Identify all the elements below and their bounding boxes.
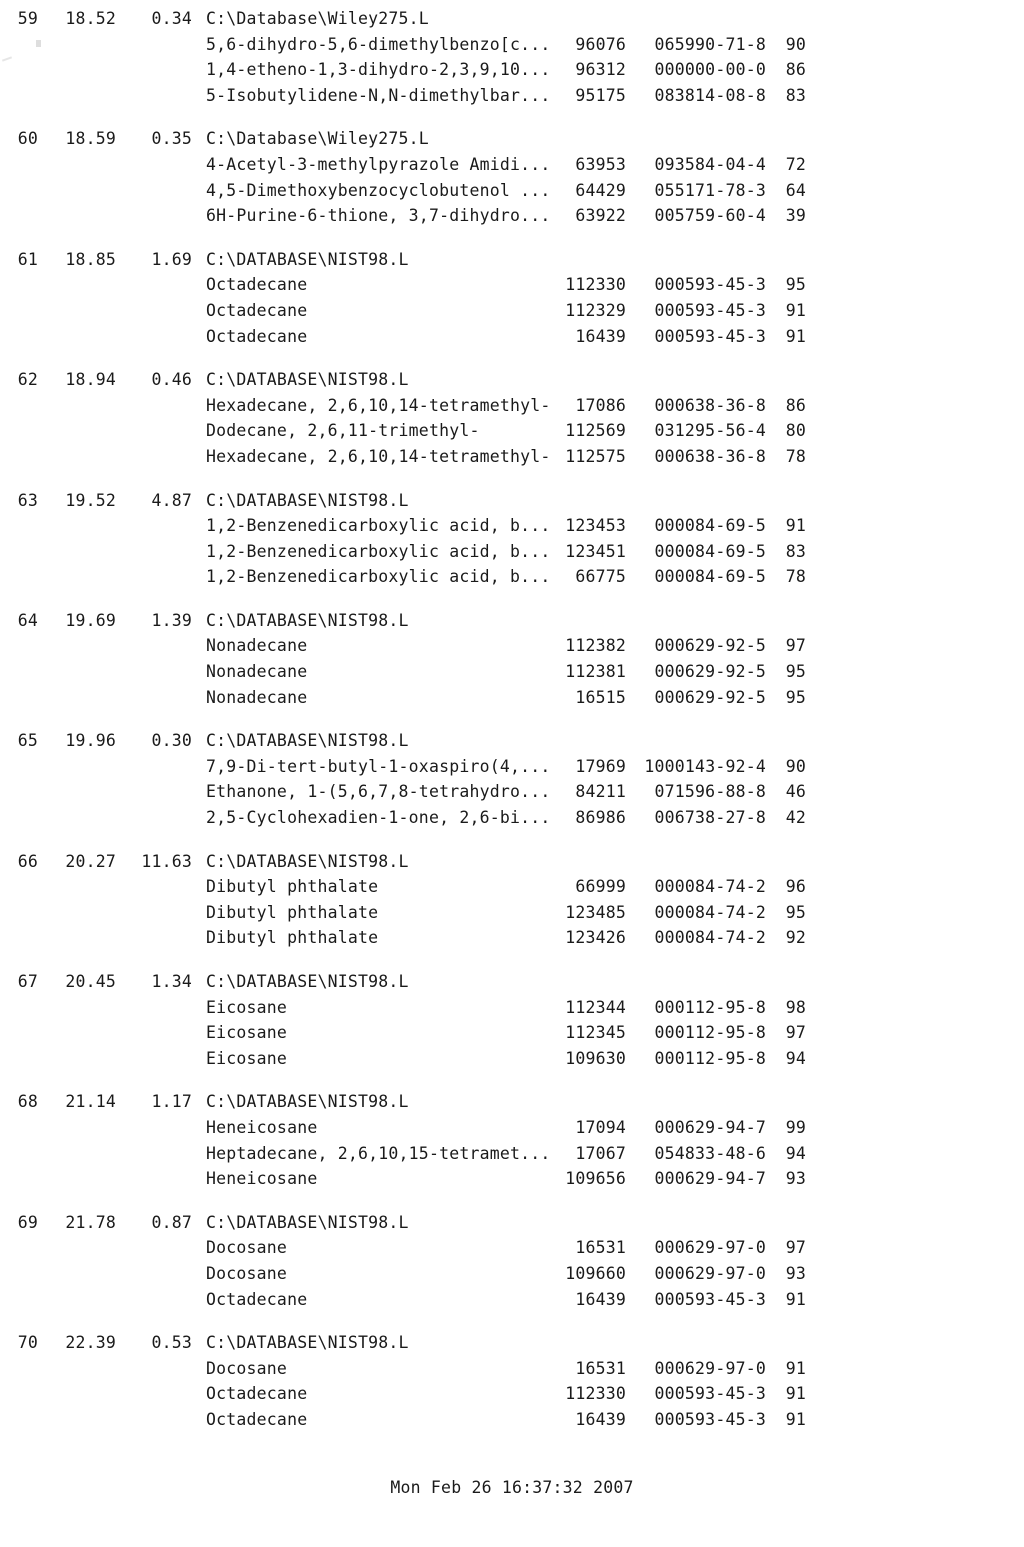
compound-name: 1,4-etheno-1,3-dihydro-2,3,9,10...	[206, 60, 551, 80]
library-ref-number: 17086	[575, 395, 626, 415]
compound-name: Dibutyl phthalate	[206, 928, 379, 948]
library-hit-row	[0, 1287, 1024, 1313]
peak-block	[0, 1210, 1024, 1312]
cas-number: 083814-08-8	[654, 85, 766, 105]
library-ref-number: 112330	[565, 1384, 626, 1404]
peak-block	[0, 1330, 1024, 1432]
area-percent: 0.53	[151, 1333, 192, 1353]
library-hit-row	[0, 324, 1024, 350]
peak-block	[0, 488, 1024, 590]
peak-header-row	[0, 1330, 1024, 1356]
compound-name: Dibutyl phthalate	[206, 902, 379, 922]
cas-number: 000638-36-8	[654, 446, 766, 466]
library-ref-number: 112329	[565, 300, 626, 320]
library-hit-row	[0, 900, 1024, 926]
peak-number: 63	[17, 490, 38, 510]
retention-time: 18.59	[65, 129, 116, 149]
library-hit-row	[0, 1020, 1024, 1046]
cas-number: 000084-74-2	[654, 877, 766, 897]
match-quality: 94	[785, 1048, 806, 1068]
library-ref-number: 112569	[565, 421, 626, 441]
library-ref-number: 86986	[575, 808, 626, 828]
cas-number: 000084-69-5	[654, 516, 766, 536]
library-path: C:\DATABASE\NIST98.L	[206, 249, 409, 269]
compound-name: Octadecane	[206, 1384, 308, 1404]
peak-block	[0, 1089, 1024, 1191]
peak-header-row	[0, 969, 1024, 995]
compound-name: 1,2-Benzenedicarboxylic acid, b...	[206, 567, 551, 587]
retention-time: 21.14	[65, 1092, 116, 1112]
library-ref-number: 123485	[565, 902, 626, 922]
library-hit-row	[0, 57, 1024, 83]
peak-header-row	[0, 247, 1024, 273]
compound-name: Heptadecane, 2,6,10,15-tetramet...	[206, 1143, 551, 1163]
library-path: C:\DATABASE\NIST98.L	[206, 610, 409, 630]
library-ref-number: 64429	[575, 180, 626, 200]
match-quality: 99	[785, 1117, 806, 1137]
library-hit-row	[0, 539, 1024, 565]
library-hit-row	[0, 444, 1024, 470]
library-ref-number: 17067	[575, 1143, 626, 1163]
cas-number: 000593-45-3	[654, 275, 766, 295]
library-ref-number: 112382	[565, 636, 626, 656]
library-ref-number: 96076	[575, 34, 626, 54]
cas-number: 000112-95-8	[654, 1048, 766, 1068]
compound-name: 1,2-Benzenedicarboxylic acid, b...	[206, 516, 551, 536]
match-quality: 98	[785, 997, 806, 1017]
retention-time: 18.85	[65, 249, 116, 269]
peak-number: 64	[17, 610, 38, 630]
retention-time: 18.52	[65, 9, 116, 28]
library-hit-row	[0, 685, 1024, 711]
library-hit-row	[0, 1235, 1024, 1261]
match-quality: 95	[785, 902, 806, 922]
area-percent: 0.87	[151, 1212, 192, 1232]
library-ref-number: 112345	[565, 1023, 626, 1043]
library-hit-row	[0, 995, 1024, 1021]
peak-block	[0, 728, 1024, 830]
cas-number: 000593-45-3	[654, 326, 766, 346]
compound-name: Hexadecane, 2,6,10,14-tetramethyl-	[206, 446, 551, 466]
library-path: C:\DATABASE\NIST98.L	[206, 851, 409, 871]
library-ref-number: 66999	[575, 877, 626, 897]
area-percent: 0.35	[151, 129, 192, 149]
cas-number: 005759-60-4	[654, 206, 766, 226]
match-quality: 91	[785, 1289, 806, 1309]
cas-number: 000593-45-3	[654, 1289, 766, 1309]
library-hit-row	[0, 1261, 1024, 1287]
library-path: C:\Database\Wiley275.L	[206, 9, 429, 28]
peak-number: 68	[17, 1092, 38, 1112]
peak-block	[0, 247, 1024, 349]
compound-name: Nonadecane	[206, 636, 308, 656]
library-ref-number: 16439	[575, 326, 626, 346]
library-ref-number: 123426	[565, 928, 626, 948]
retention-time: 20.27	[65, 851, 116, 871]
area-percent: 0.34	[151, 9, 192, 28]
compound-name: Eicosane	[206, 997, 288, 1017]
library-hit-row	[0, 152, 1024, 178]
match-quality: 72	[785, 154, 806, 174]
match-quality: 78	[785, 446, 806, 466]
retention-time: 19.52	[65, 490, 116, 510]
compound-name: Eicosane	[206, 1023, 288, 1043]
match-quality: 91	[785, 516, 806, 536]
library-ref-number: 95175	[575, 85, 626, 105]
compound-name: Hexadecane, 2,6,10,14-tetramethyl-	[206, 395, 551, 415]
cas-number: 000629-92-5	[654, 662, 766, 682]
peak-header-row	[0, 6, 1024, 32]
peak-number: 60	[17, 129, 38, 149]
library-hit-row	[0, 513, 1024, 539]
match-quality: 46	[785, 782, 806, 802]
area-percent: 1.34	[151, 972, 192, 991]
library-hit-row	[0, 564, 1024, 590]
cas-number: 000084-74-2	[654, 928, 766, 948]
library-ref-number: 16439	[575, 1409, 626, 1429]
peak-number: 61	[17, 249, 38, 269]
library-ref-number: 17969	[575, 756, 626, 776]
cas-number: 054833-48-6	[654, 1143, 766, 1163]
peak-block	[0, 367, 1024, 469]
cas-number: 000084-69-5	[654, 541, 766, 561]
library-hit-row	[0, 203, 1024, 229]
library-ref-number: 112344	[565, 997, 626, 1017]
match-quality: 95	[785, 275, 806, 295]
report-timestamp: Mon Feb 26 16:37:32 2007	[390, 1478, 634, 1497]
cas-number: 071596-88-8	[654, 782, 766, 802]
area-percent: 11.63	[141, 851, 192, 871]
cas-number: 000638-36-8	[654, 395, 766, 415]
compound-name: Octadecane	[206, 1409, 308, 1429]
match-quality: 64	[785, 180, 806, 200]
library-ref-number: 123453	[565, 516, 626, 536]
area-percent: 0.46	[151, 370, 192, 390]
library-ref-number: 16531	[575, 1358, 626, 1378]
match-quality: 91	[785, 1409, 806, 1429]
library-ref-number: 16531	[575, 1238, 626, 1258]
library-hit-row	[0, 1046, 1024, 1072]
library-ref-number: 63922	[575, 206, 626, 226]
cas-number: 000084-69-5	[654, 567, 766, 587]
library-hit-row	[0, 83, 1024, 109]
library-path: C:\DATABASE\NIST98.L	[206, 490, 409, 510]
area-percent: 4.87	[151, 490, 192, 510]
library-path: C:\Database\Wiley275.L	[206, 129, 429, 149]
match-quality: 86	[785, 395, 806, 415]
match-quality: 91	[785, 300, 806, 320]
peak-block	[0, 6, 1024, 108]
area-percent: 1.39	[151, 610, 192, 630]
library-ref-number: 112575	[565, 446, 626, 466]
library-ref-number: 66775	[575, 567, 626, 587]
cas-number: 000112-95-8	[654, 1023, 766, 1043]
peak-number: 70	[17, 1333, 38, 1353]
match-quality: 94	[785, 1143, 806, 1163]
library-hit-row	[0, 1166, 1024, 1192]
compound-name: Dodecane, 2,6,11-trimethyl-	[206, 421, 480, 441]
library-path: C:\DATABASE\NIST98.L	[206, 731, 409, 751]
compound-name: Eicosane	[206, 1048, 288, 1068]
peak-header-row	[0, 367, 1024, 393]
compound-name: Nonadecane	[206, 662, 308, 682]
area-percent: 1.69	[151, 249, 192, 269]
compound-name: Docosane	[206, 1263, 288, 1283]
peak-header-row	[0, 488, 1024, 514]
library-ref-number: 123451	[565, 541, 626, 561]
retention-time: 19.96	[65, 731, 116, 751]
cas-number: 000112-95-8	[654, 997, 766, 1017]
match-quality: 83	[785, 85, 806, 105]
peak-block	[0, 126, 1024, 228]
peak-header-row	[0, 1089, 1024, 1115]
compound-name: Heneicosane	[206, 1169, 318, 1189]
peak-header-row	[0, 728, 1024, 754]
retention-time: 18.94	[65, 370, 116, 390]
match-quality: 91	[785, 326, 806, 346]
library-hit-row	[0, 298, 1024, 324]
library-ref-number: 16515	[575, 687, 626, 707]
peak-block	[0, 849, 1024, 951]
library-ref-number: 112330	[565, 275, 626, 295]
library-hit-row	[0, 1381, 1024, 1407]
compound-name: Octadecane	[206, 275, 308, 295]
match-quality: 78	[785, 567, 806, 587]
library-ref-number: 16439	[575, 1289, 626, 1309]
match-quality: 95	[785, 687, 806, 707]
match-quality: 97	[785, 1238, 806, 1258]
retention-time: 20.45	[65, 972, 116, 991]
compound-name: Octadecane	[206, 326, 308, 346]
cas-number: 000629-97-0	[654, 1358, 766, 1378]
library-ref-number: 96312	[575, 60, 626, 80]
peak-number: 69	[17, 1212, 38, 1232]
peak-header-row	[0, 126, 1024, 152]
library-hit-row	[0, 1407, 1024, 1433]
compound-name: Docosane	[206, 1358, 288, 1378]
cas-number: 093584-04-4	[654, 154, 766, 174]
peak-header-row	[0, 849, 1024, 875]
compound-name: 6H-Purine-6-thione, 3,7-dihydro...	[206, 206, 551, 226]
cas-number: 000629-97-0	[654, 1238, 766, 1258]
cas-number: 000629-92-5	[654, 687, 766, 707]
library-ref-number: 63953	[575, 154, 626, 174]
peak-number: 62	[17, 370, 38, 390]
cas-number: 000629-92-5	[654, 636, 766, 656]
library-ref-number: 17094	[575, 1117, 626, 1137]
retention-time: 21.78	[65, 1212, 116, 1232]
library-hit-row	[0, 178, 1024, 204]
library-path: C:\DATABASE\NIST98.L	[206, 972, 409, 991]
match-quality: 83	[785, 541, 806, 561]
compound-name: Heneicosane	[206, 1117, 318, 1137]
cas-number: 000593-45-3	[654, 300, 766, 320]
retention-time: 22.39	[65, 1333, 116, 1353]
cas-number: 000084-74-2	[654, 902, 766, 922]
compound-name: Octadecane	[206, 1289, 308, 1309]
library-hit-row	[0, 874, 1024, 900]
compound-name: Docosane	[206, 1238, 288, 1258]
match-quality: 80	[785, 421, 806, 441]
compound-name: 1,2-Benzenedicarboxylic acid, b...	[206, 541, 551, 561]
cas-number: 000000-00-0	[654, 60, 766, 80]
peak-block	[0, 608, 1024, 710]
cas-number: 000593-45-3	[654, 1409, 766, 1429]
cas-number: 065990-71-8	[654, 34, 766, 54]
library-ref-number: 109630	[565, 1048, 626, 1068]
library-path: C:\DATABASE\NIST98.L	[206, 1333, 409, 1353]
match-quality: 90	[785, 34, 806, 54]
cas-number: 055171-78-3	[654, 180, 766, 200]
compound-name: Dibutyl phthalate	[206, 877, 379, 897]
match-quality: 86	[785, 60, 806, 80]
library-ref-number: 109660	[565, 1263, 626, 1283]
match-quality: 95	[785, 662, 806, 682]
cas-number: 031295-56-4	[654, 421, 766, 441]
match-quality: 97	[785, 636, 806, 656]
library-hit-row	[0, 805, 1024, 831]
retention-time: 19.69	[65, 610, 116, 630]
match-quality: 39	[785, 206, 806, 226]
peak-block	[0, 969, 1024, 1071]
match-quality: 42	[785, 808, 806, 828]
match-quality: 91	[785, 1384, 806, 1404]
library-hit-row	[0, 779, 1024, 805]
peak-number: 59	[17, 9, 38, 28]
library-hit-row	[0, 1115, 1024, 1141]
cas-number: 000593-45-3	[654, 1384, 766, 1404]
compound-name: Ethanone, 1-(5,6,7,8-tetrahydro...	[206, 782, 551, 802]
area-percent: 1.17	[151, 1092, 192, 1112]
peak-header-row	[0, 608, 1024, 634]
library-hit-row	[0, 925, 1024, 951]
library-hit-row	[0, 754, 1024, 780]
library-hit-row	[0, 272, 1024, 298]
match-quality: 91	[785, 1358, 806, 1378]
match-quality: 96	[785, 877, 806, 897]
library-hit-row	[0, 633, 1024, 659]
library-path: C:\DATABASE\NIST98.L	[206, 1092, 409, 1112]
match-quality: 93	[785, 1263, 806, 1283]
library-hit-row	[0, 418, 1024, 444]
cas-number: 1000143-92-4	[644, 756, 766, 776]
library-ref-number: 112381	[565, 662, 626, 682]
area-percent: 0.30	[151, 731, 192, 751]
library-hit-row	[0, 32, 1024, 58]
compound-name: 5,6-dihydro-5,6-dimethylbenzo[c...	[206, 34, 551, 54]
library-hit-row	[0, 659, 1024, 685]
cas-number: 000629-94-7	[654, 1169, 766, 1189]
library-hit-row	[0, 393, 1024, 419]
peak-number: 65	[17, 731, 38, 751]
compound-name: 4-Acetyl-3-methylpyrazole Amidi...	[206, 154, 551, 174]
library-path: C:\DATABASE\NIST98.L	[206, 1212, 409, 1232]
library-hit-row	[0, 1356, 1024, 1382]
peak-number: 67	[17, 972, 38, 991]
library-ref-number: 84211	[575, 782, 626, 802]
match-quality: 90	[785, 756, 806, 776]
compound-name: 5-Isobutylidene-N,N-dimethylbar...	[206, 85, 551, 105]
cas-number: 000629-94-7	[654, 1117, 766, 1137]
compound-name: 4,5-Dimethoxybenzocyclobutenol ...	[206, 180, 551, 200]
peak-header-row	[0, 1210, 1024, 1236]
cas-number: 006738-27-8	[654, 808, 766, 828]
cas-number: 000629-97-0	[654, 1263, 766, 1283]
compound-name: 2,5-Cyclohexadien-1-one, 2,6-bi...	[206, 808, 551, 828]
library-hit-row	[0, 1141, 1024, 1167]
match-quality: 97	[785, 1023, 806, 1043]
library-ref-number: 109656	[565, 1169, 626, 1189]
peak-number: 66	[17, 851, 38, 871]
match-quality: 93	[785, 1169, 806, 1189]
library-search-report	[0, 6, 1024, 1451]
compound-name: 7,9-Di-tert-butyl-1-oxaspiro(4,...	[206, 756, 551, 776]
compound-name: Octadecane	[206, 300, 308, 320]
compound-name: Nonadecane	[206, 687, 308, 707]
library-path: C:\DATABASE\NIST98.L	[206, 370, 409, 390]
match-quality: 92	[785, 928, 806, 948]
